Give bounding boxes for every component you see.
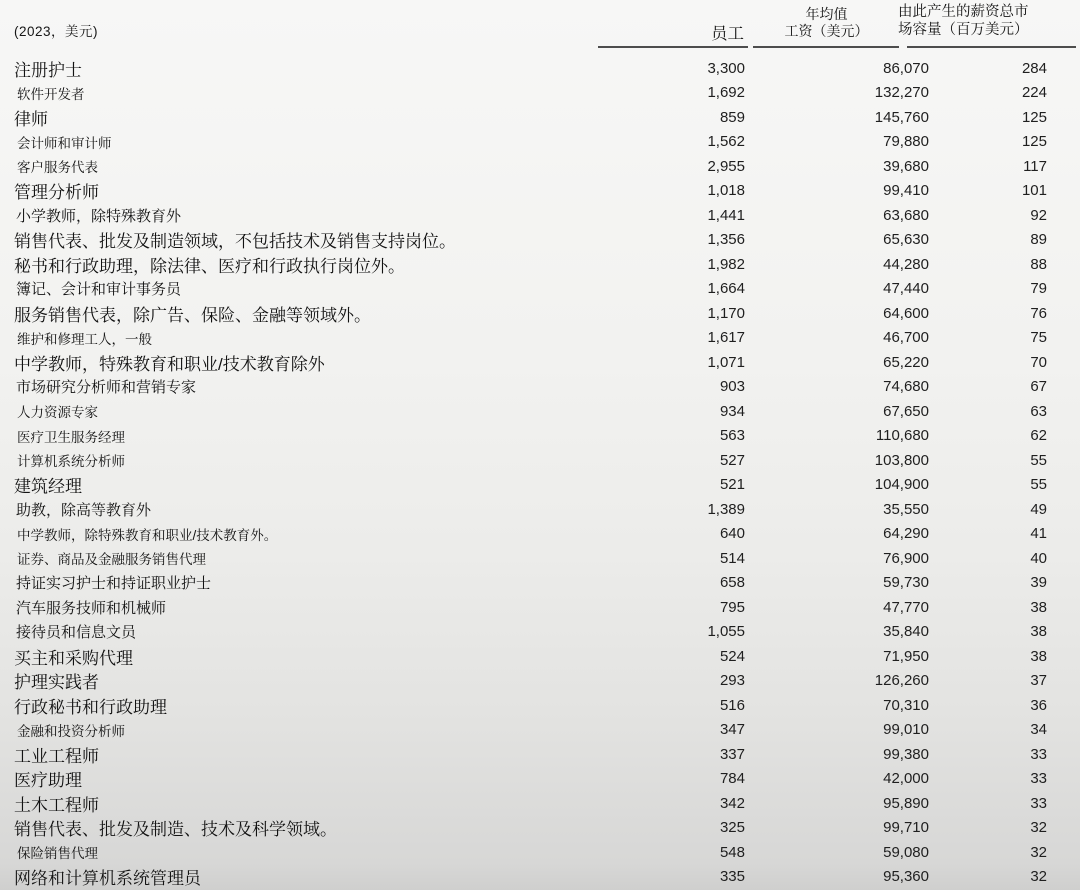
table-row <box>0 252 1080 277</box>
table-subtitle: (2023，美元) <box>14 24 99 39</box>
occupation-cell: 买主和采购代理 <box>14 648 133 668</box>
table-row <box>0 228 1080 253</box>
wage-cell: 42,000 <box>883 770 929 788</box>
table-row <box>0 179 1080 204</box>
occupation-cell: 中学教师，特殊教育和职业/技术教育除外 <box>14 354 325 374</box>
occupation-cell: 医疗助理 <box>14 771 82 791</box>
table-row <box>0 669 1080 694</box>
employees-cell: 293 <box>719 672 745 690</box>
market-cell: 49 <box>1030 500 1047 518</box>
employees-cell: 934 <box>719 402 745 420</box>
table-row <box>0 277 1080 302</box>
employees-cell: 516 <box>719 696 745 714</box>
market-cell: 67 <box>1030 378 1047 396</box>
occupation-cell: 行政秘书和行政助理 <box>14 697 167 717</box>
market-cell: 224 <box>1021 84 1047 102</box>
header-rule-wage <box>753 46 899 48</box>
wage-cell: 65,220 <box>883 353 929 371</box>
wage-cell: 145,760 <box>874 108 929 126</box>
table-row <box>0 865 1080 890</box>
wage-cell: 59,080 <box>883 843 929 861</box>
employees-cell: 1,617 <box>707 329 745 347</box>
market-cell: 63 <box>1030 402 1047 420</box>
market-cell: 34 <box>1030 721 1047 739</box>
employees-cell: 1,170 <box>707 304 745 322</box>
table-row <box>0 595 1080 620</box>
employees-cell: 903 <box>719 378 745 396</box>
occupation-cell: 接待员和信息文员 <box>16 624 137 642</box>
occupation-cell: 护理实践者 <box>14 673 99 693</box>
employees-cell: 1,018 <box>707 182 745 200</box>
market-cell: 76 <box>1030 304 1047 322</box>
employees-cell: 342 <box>719 794 745 812</box>
wage-cell: 126,260 <box>874 672 929 690</box>
market-cell: 32 <box>1030 819 1047 837</box>
table-row <box>0 497 1080 522</box>
table-row <box>0 375 1080 400</box>
occupation-cell: 证券、商品及金融服务销售代理 <box>17 552 206 568</box>
table-row <box>0 424 1080 449</box>
occupation-cell: 网络和计算机系统管理员 <box>14 869 201 889</box>
employees-cell: 325 <box>719 819 745 837</box>
wage-cell: 63,680 <box>883 206 929 224</box>
table-row <box>0 473 1080 498</box>
occupation-cell: 律师 <box>14 109 48 129</box>
market-cell: 62 <box>1030 427 1047 445</box>
market-cell: 38 <box>1030 598 1047 616</box>
column-header-market-line2: 场容量（百万美元） <box>898 22 1029 38</box>
wage-cell: 76,900 <box>883 549 929 567</box>
market-cell: 38 <box>1030 647 1047 665</box>
occupation-cell: 保险销售代理 <box>17 846 98 862</box>
wage-cell: 47,770 <box>883 598 929 616</box>
wage-cell: 99,710 <box>883 819 929 837</box>
market-cell: 75 <box>1030 329 1047 347</box>
table-row <box>0 301 1080 326</box>
wage-cell: 35,550 <box>883 500 929 518</box>
table-row <box>0 571 1080 596</box>
employees-cell: 1,356 <box>707 231 745 249</box>
market-cell: 284 <box>1021 59 1047 77</box>
employees-cell: 640 <box>719 525 745 543</box>
market-cell: 33 <box>1030 745 1047 763</box>
table-row <box>0 326 1080 351</box>
occupation-cell: 计算机系统分析师 <box>17 454 125 470</box>
occupation-cell: 注册护士 <box>14 60 82 80</box>
table-row <box>0 767 1080 792</box>
market-cell: 125 <box>1021 133 1047 151</box>
wage-cell: 70,310 <box>883 696 929 714</box>
table-row <box>0 448 1080 473</box>
market-cell: 38 <box>1030 623 1047 641</box>
employees-cell: 524 <box>719 647 745 665</box>
occupation-cell: 秘书和行政助理，除法律、医疗和行政执行岗位外。 <box>14 256 405 276</box>
employees-cell: 563 <box>719 427 745 445</box>
occupation-cell: 维护和修理工人，一般 <box>17 331 152 347</box>
wage-cell: 67,650 <box>883 402 929 420</box>
header-rule-market <box>907 46 1076 48</box>
occupation-cell: 小学教师，除特殊教育外 <box>16 207 182 225</box>
employees-cell: 514 <box>719 549 745 567</box>
market-cell: 92 <box>1030 206 1047 224</box>
wage-cell: 47,440 <box>883 280 929 298</box>
wage-cell: 44,280 <box>883 255 929 273</box>
market-cell: 101 <box>1021 182 1047 200</box>
wage-cell: 95,890 <box>883 794 929 812</box>
table-row <box>0 620 1080 645</box>
occupation-cell: 金融和投资分析师 <box>17 723 125 739</box>
occupation-cell: 土木工程师 <box>14 795 99 815</box>
employees-cell: 784 <box>719 770 745 788</box>
column-header-market-line1: 由此产生的薪资总市 <box>898 4 1029 20</box>
market-cell: 37 <box>1030 672 1047 690</box>
occupation-cell: 服务销售代表，除广告、保险、金融等领域外。 <box>14 305 371 325</box>
wage-cell: 64,290 <box>883 525 929 543</box>
table-row <box>0 522 1080 547</box>
wage-cell: 35,840 <box>883 623 929 641</box>
wage-cell: 95,360 <box>883 868 929 886</box>
occupation-cell: 汽车服务技师和机械师 <box>16 599 167 617</box>
employees-cell: 337 <box>719 745 745 763</box>
market-cell: 33 <box>1030 794 1047 812</box>
market-cell: 40 <box>1030 549 1047 567</box>
occupation-cell: 市场研究分析师和营销专家 <box>16 379 197 397</box>
market-cell: 70 <box>1030 353 1047 371</box>
wage-cell: 99,010 <box>883 721 929 739</box>
wage-cell: 104,900 <box>874 476 929 494</box>
employees-cell: 3,300 <box>707 59 745 77</box>
wage-cell: 79,880 <box>883 133 929 151</box>
employees-cell: 1,664 <box>707 280 745 298</box>
occupation-cell: 持证实习护士和持证职业护士 <box>16 575 212 593</box>
occupation-cell: 中学教师，除特殊教育和职业/技术教育外。 <box>17 527 278 543</box>
table-row <box>0 742 1080 767</box>
table-row <box>0 644 1080 669</box>
wage-cell: 110,680 <box>875 427 929 445</box>
occupation-cell: 人力资源专家 <box>17 405 98 421</box>
employees-cell: 1,389 <box>707 500 745 518</box>
market-cell: 32 <box>1030 843 1047 861</box>
wage-cell: 86,070 <box>883 59 929 77</box>
market-cell: 55 <box>1030 476 1047 494</box>
occupation-cell: 医疗卫生服务经理 <box>17 429 125 445</box>
table-row <box>0 693 1080 718</box>
employees-cell: 1,071 <box>707 353 745 371</box>
occupation-cell: 客户服务代表 <box>17 160 98 176</box>
market-cell: 55 <box>1030 451 1047 469</box>
table-row <box>0 154 1080 179</box>
column-header-employees: 员工 <box>711 25 744 43</box>
wage-cell: 39,680 <box>883 157 929 175</box>
occupation-cell: 助教，除高等教育外 <box>16 501 152 519</box>
wage-cell: 103,800 <box>874 451 929 469</box>
market-cell: 41 <box>1030 525 1047 543</box>
table-row <box>0 718 1080 743</box>
market-cell: 79 <box>1030 280 1047 298</box>
market-cell: 88 <box>1030 255 1047 273</box>
employees-cell: 335 <box>719 868 745 886</box>
wage-cell: 71,950 <box>883 647 929 665</box>
table-row <box>0 81 1080 106</box>
occupation-cell: 销售代表、批发及制造领域，不包括技术及销售支持岗位。 <box>14 232 456 252</box>
wage-cell: 64,600 <box>883 304 929 322</box>
table-row <box>0 399 1080 424</box>
market-cell: 117 <box>1023 157 1047 175</box>
table-row <box>0 56 1080 81</box>
occupation-cell: 会计师和审计师 <box>17 135 112 151</box>
occupation-cell: 销售代表、批发及制造、技术及科学领域。 <box>14 820 337 840</box>
occupation-cell: 建筑经理 <box>14 477 82 497</box>
wage-cell: 132,270 <box>874 84 929 102</box>
employees-cell: 859 <box>719 108 745 126</box>
wage-cell: 99,380 <box>883 745 929 763</box>
employees-cell: 347 <box>719 721 745 739</box>
wage-cell: 46,700 <box>883 329 929 347</box>
table-row <box>0 791 1080 816</box>
employees-cell: 1,982 <box>707 255 745 273</box>
market-cell: 36 <box>1030 696 1047 714</box>
employees-cell: 527 <box>719 451 745 469</box>
table-header <box>0 0 1080 56</box>
wage-cell: 99,410 <box>883 182 929 200</box>
market-cell: 32 <box>1030 868 1047 886</box>
column-header-market <box>898 3 1068 39</box>
market-cell: 89 <box>1030 231 1047 249</box>
table-body <box>0 56 1080 889</box>
employees-cell: 521 <box>719 476 745 494</box>
wage-cell: 65,630 <box>883 231 929 249</box>
column-header-wage <box>753 6 900 40</box>
table-row <box>0 203 1080 228</box>
employees-cell: 795 <box>719 598 745 616</box>
column-header-wage-line2: 工资（美元） <box>784 23 869 39</box>
employees-cell: 1,692 <box>707 84 745 102</box>
employees-cell: 658 <box>719 574 745 592</box>
employees-cell: 1,055 <box>707 623 745 641</box>
table-row <box>0 130 1080 155</box>
occupation-cell: 管理分析师 <box>14 183 99 203</box>
table-row <box>0 840 1080 865</box>
table-row <box>0 350 1080 375</box>
market-cell: 125 <box>1021 108 1047 126</box>
column-header-wage-line1: 年均值 <box>805 6 848 22</box>
header-rule-employees <box>598 46 748 48</box>
table-row <box>0 105 1080 130</box>
employees-cell: 548 <box>719 843 745 861</box>
table-row <box>0 816 1080 841</box>
employees-cell: 1,562 <box>707 133 745 151</box>
wage-cell: 59,730 <box>883 574 929 592</box>
wage-cell: 74,680 <box>883 378 929 396</box>
table-row <box>0 546 1080 571</box>
occupation-cell: 软件开发者 <box>17 86 85 102</box>
market-cell: 33 <box>1030 770 1047 788</box>
occupation-cell: 簿记、会计和审计事务员 <box>16 281 182 299</box>
employees-cell: 2,955 <box>707 157 745 175</box>
occupation-cell: 工业工程师 <box>14 746 99 766</box>
employees-cell: 1,441 <box>707 206 745 224</box>
market-cell: 39 <box>1030 574 1047 592</box>
